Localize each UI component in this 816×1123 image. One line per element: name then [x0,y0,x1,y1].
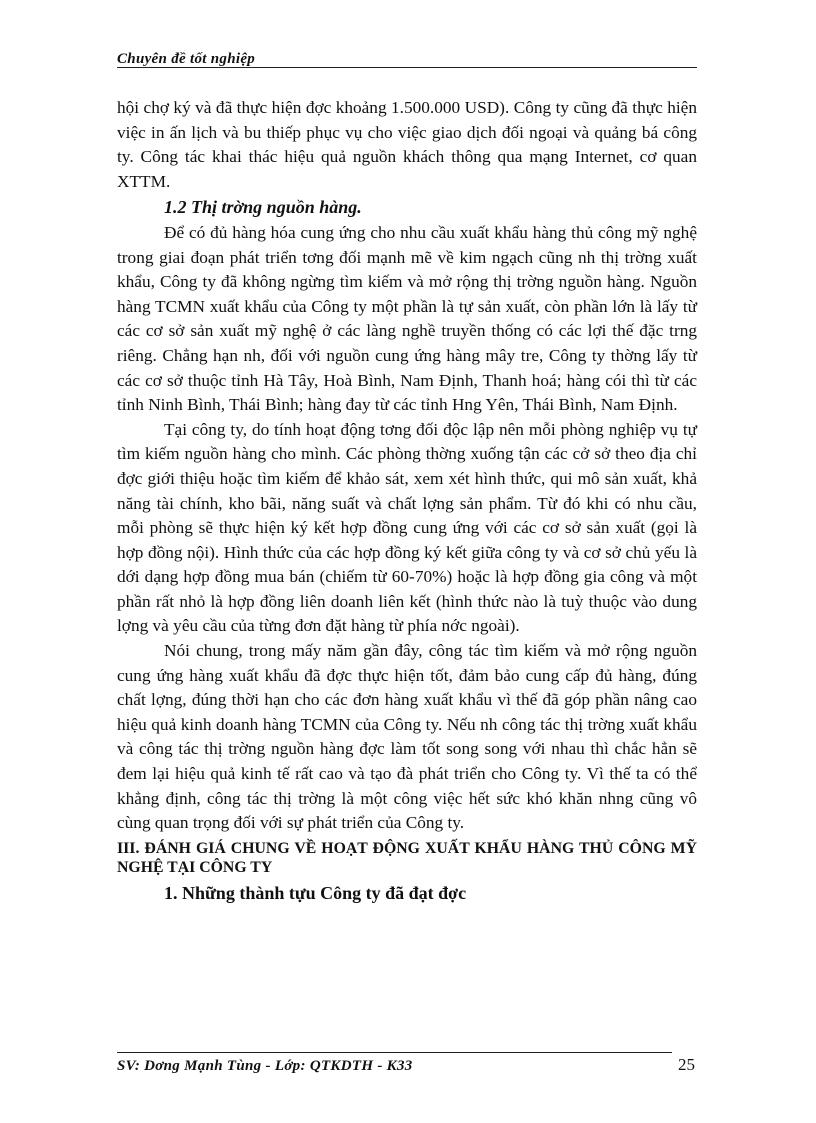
header-title: Chuyên đề tốt nghiệp [117,51,256,67]
subheading-market-sources: 1.2 Thị trờng nguồn hàng. [164,197,362,218]
footer-author: SV: Dơng Mạnh Tùng - Lớp: QTKDTH - K33 [117,1058,413,1074]
paragraph-4: Nói chung, trong mấy năm gần đây, công tác tìm kiếm và mở rộng nguồn cung ứng hàng xuất khẩu đã đợc thực hiện tốt, đảm bảo cung cấp đủ hàng, đúng chất lợng, đúng thời hạn cho các đơn hàng xuất khẩu vì thế đã góp phần nâng cao hiệu quả kinh doanh hàng TCMN của Công ty. Nếu nh công tác thị trờng xuất khẩu và công tác thị trờng nguồn hàng đợc làm tốt song song với nhau thì chắc hẳn sẽ đem lại hiệu quả kinh tế rất cao và tạo đà phát triển cho Công ty. Vì thế ta có thể khẳng định, công tác thị trờng là một công việc hết sức khó khăn nhng cũng vô cùng quan trọng đối với sự phát triển của Công ty. [117,641,697,833]
subsection-heading-1: 1. Những thành tựu Công ty đã đạt đợc [164,882,467,903]
paragraph-1: hội chợ ký và đã thực hiện đợc khoảng 1.500.000 USD). Công ty cũng đã thực hiện việc in ấn lịch và bu thiếp phục vụ cho việc giao dịch đối ngoại và quảng bá công ty. Công tác khai thác hiệu quả nguồn khách thông qua mạng Internet, cơ quan XTTM. [117,98,697,191]
page-number: 25 [678,1055,695,1074]
paragraph-3: Tại công ty, do tính hoạt động tơng đối độc lập nên mỗi phòng nghiệp vụ tự tìm kiếm nguồn hàng cho mình. Các phòng thờng xuống tận các cở sở theo địa chỉ đợc giới thiệu hoặc tìm kiếm để khảo sát, xem xét hình thức, qui mô sản xuất, khả năng tài chính, kho bãi, năng suất và chất lợng sản phẩm. Từ đó khi có nhu cầu, mỗi phòng sẽ thực hiện ký kết hợp đồng cung ứng với các cơ sở sản xuất (gọi là hợp đồng nội). Hình thức của các hợp đồng ký kết giữa công ty và cơ sở chủ yếu là dới dạng hợp đồng mua bán (chiếm từ 60-70%) hoặc là hợp đồng gia công và một phần rất nhỏ là hợp đồng liên doanh liên kết (hình thức nào là tuỳ thuộc vào dung lợng và yêu cầu của từng đơn đặt hàng từ phía nớc ngoài). [117,419,697,636]
header-rule [117,67,697,68]
footer-rule [117,1052,672,1053]
document-body [117,96,697,906]
section-heading-iii: III. ĐÁNH GIÁ CHUNG VỀ HOẠT ĐỘNG XUẤT KHẨU HÀNG THỦ CÔNG MỸ NGHỆ TẠI CÔNG TY [117,839,697,876]
paragraph-2: Để có đủ hàng hóa cung ứng cho nhu cầu xuất khẩu hàng thủ công mỹ nghệ trong giai đoạn phát triển tơng đối mạnh mẽ về kim ngạch cũng nh thị trờng xuất khẩu, Công ty đã không ngừng tìm kiếm và mở rộng thị trờng nguồn hàng. Nguồn hàng TCMN xuất khẩu của Công ty một phần là tự sản xuất, còn phần lớn là lấy từ các cơ sở sản xuất mỹ nghệ ở các làng nghề truyền thống có các lợi thế đặc trng riêng. Chẳng hạn nh, đối với nguồn cung ứng hàng mây tre, Công ty thờng lấy từ các cơ sở thuộc tỉnh Hà Tây, Hoà Bình, Nam Định, Thanh hoá; hàng cói thì từ các tỉnh Ninh Bình, Thái Bình; hàng đay từ các tỉnh Hng Yên, Thái Bình, Nam Định. [117,222,697,415]
